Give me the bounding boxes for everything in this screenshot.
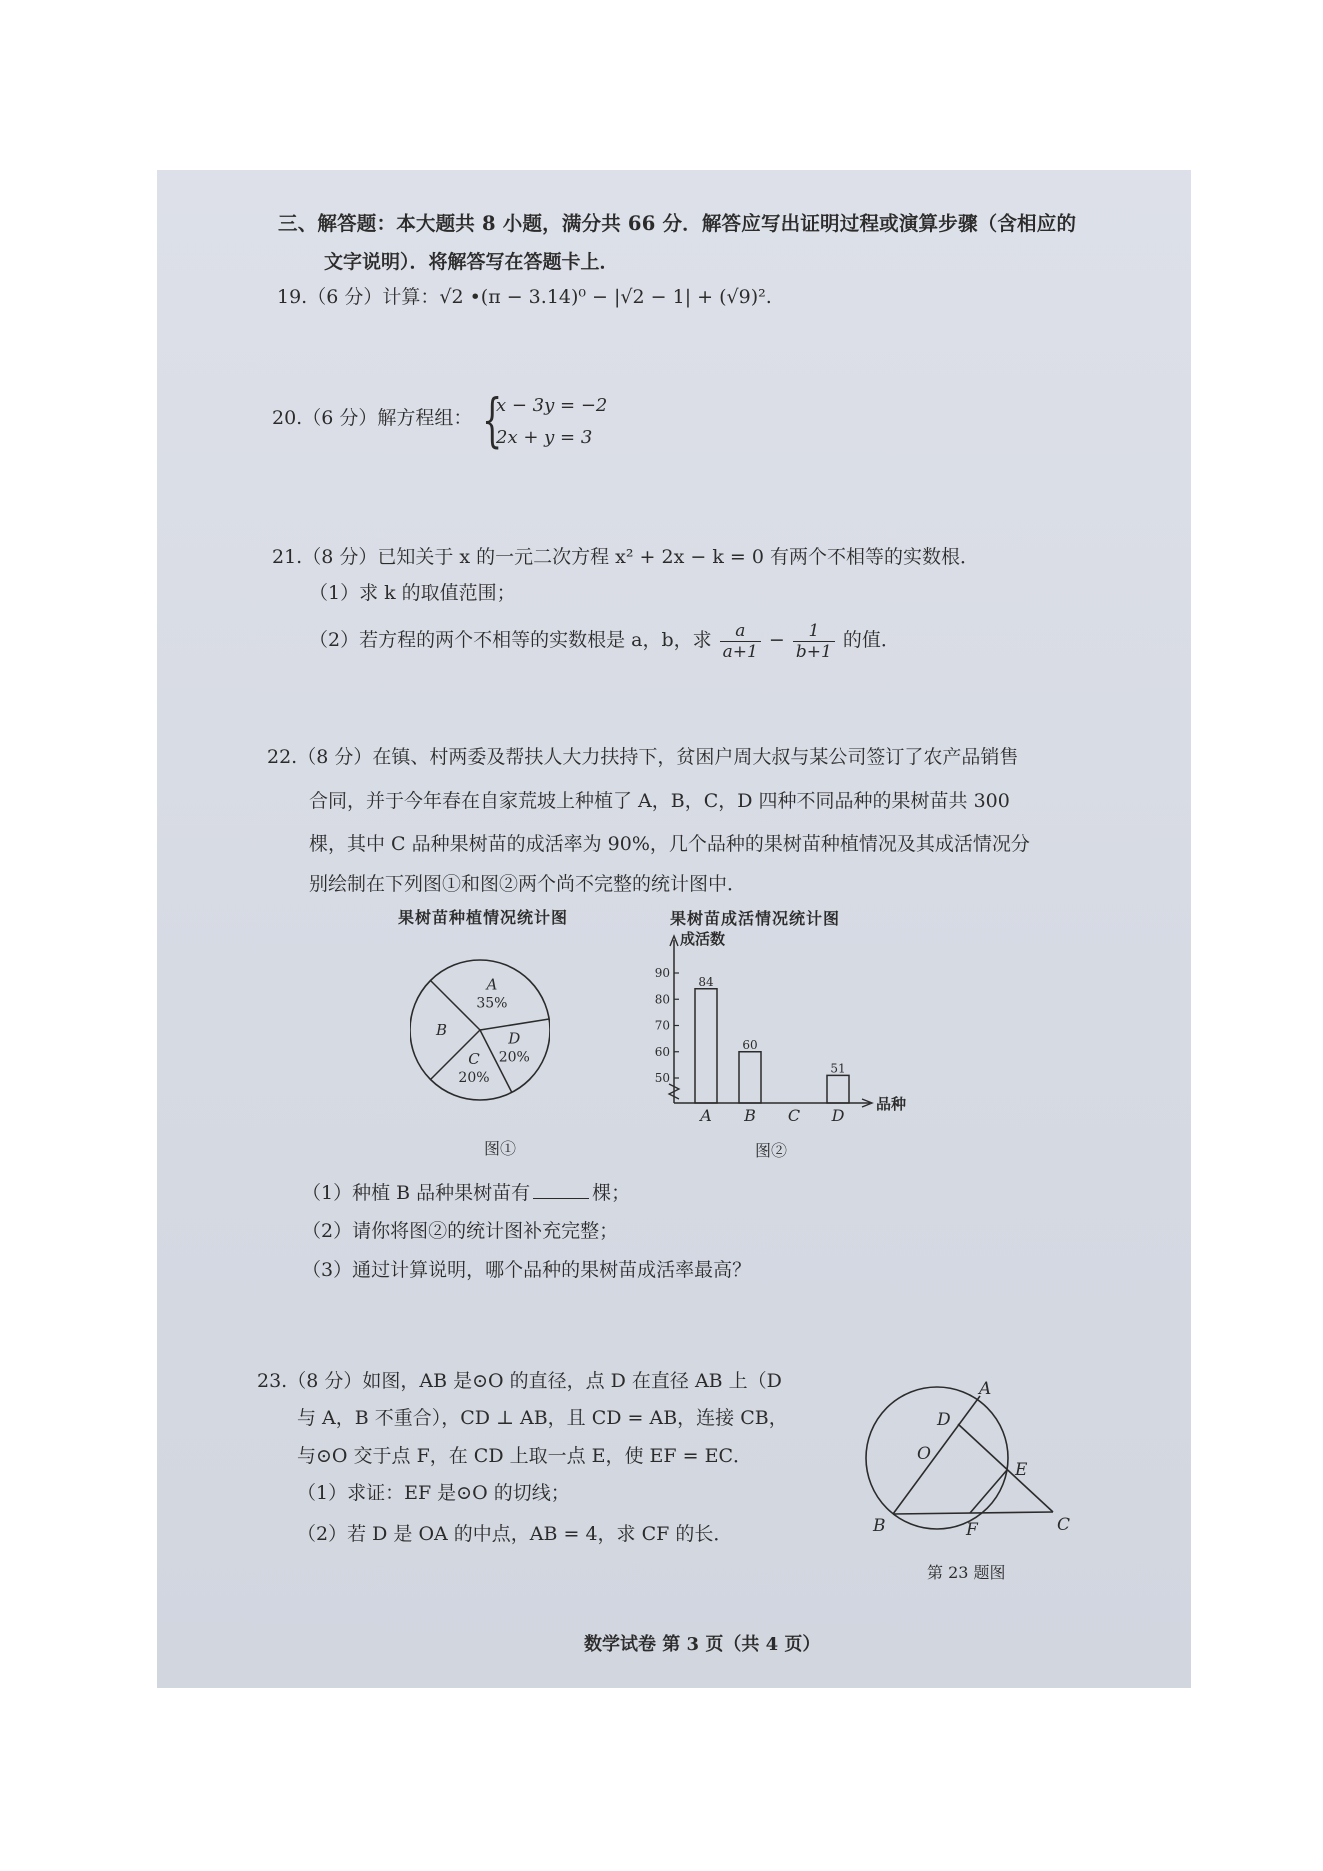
pie-label-d: D: [508, 1029, 521, 1048]
label-f: F: [966, 1520, 978, 1540]
label-a: A: [979, 1380, 992, 1399]
bar-bars: [695, 975, 849, 1103]
x-tick-label-d: D: [831, 1106, 845, 1125]
question-22-line1: 22.（8 分）在镇、村两委及帮扶人大力扶持下，贫困户周大叔与某公司签订了农产品销售: [267, 746, 1019, 768]
bar-x-labels: [698, 1106, 844, 1125]
label-e: E: [1015, 1460, 1028, 1480]
pie-label-b: B: [435, 1021, 448, 1039]
bar-value-d: 51: [830, 1061, 846, 1076]
question-23-line2: 与 A，B 不重合），CD ⊥ AB，且 CD = AB，连接 CB，: [297, 1407, 788, 1429]
pie-value-c: 20%: [458, 1070, 490, 1087]
x-tick-label-c: C: [787, 1106, 801, 1125]
question-22-part3: （3）通过计算说明，哪个品种的果树苗成活率最高？: [302, 1259, 752, 1281]
pie-value-d: 20%: [498, 1049, 530, 1066]
figure-23-caption: 第 23 题图: [927, 1563, 1006, 1582]
section-header-line2: 文字说明）．将解答写在答题卡上．: [324, 251, 619, 273]
x-axis-label: 品种: [876, 1095, 907, 1113]
question-22-part2: （2）请你将图②的统计图补充完整；: [302, 1220, 619, 1242]
question-23-part2: （2）若 D 是 OA 的中点，AB = 4，求 CF 的长．: [297, 1523, 733, 1545]
question-22-line3: 棵，其中 C 品种果树苗的成活率为 90%，几个品种的果树苗种植情况及其成活情况分: [309, 833, 1030, 855]
bar-value-b: 60: [742, 1037, 758, 1052]
bar-chart: [632, 928, 922, 1128]
x-tick-label-a: A: [700, 1106, 712, 1125]
question-20-prefix: 20.（6 分）解方程组：: [272, 407, 473, 429]
question-22-line2: 合同，并于今年春在自家荒坡上种植了 A，B，C，D 四种不同品种的果树苗共 300: [309, 790, 1010, 812]
part1-tail: 棵；: [592, 1182, 631, 1204]
question-19: 19.（6 分）计算：√2 •(π − 3.14)⁰ − |√2 − 1| + (√9)².: [277, 286, 772, 308]
pie-value-a: 35%: [476, 995, 508, 1012]
y-tick-label-50: 50: [654, 1071, 670, 1085]
x-tick-label-b: B: [744, 1106, 756, 1125]
label-d: D: [937, 1410, 951, 1430]
bar-chart-title: 果树苗成活情况统计图: [670, 909, 841, 928]
bar-y-ticks: [655, 966, 679, 1085]
brace-symbol: {: [482, 386, 503, 454]
part2-tail: 的值．: [842, 629, 900, 651]
y-tick-label-80: 80: [654, 992, 670, 1007]
pie-chart: [410, 935, 550, 1125]
question-21-part2: [309, 617, 900, 663]
fraction-a-num: a: [720, 621, 761, 642]
question-21-part1: （1）求 k 的取值范围；: [309, 582, 516, 604]
pie-label-a: A: [486, 975, 498, 994]
pie-label-c: C: [468, 1050, 480, 1069]
question-22-part1: [302, 1180, 630, 1206]
pie-chart-caption: 图①: [484, 1139, 517, 1158]
fraction-b-den: b+1: [795, 641, 832, 662]
y-axis-label: 成活数: [680, 930, 726, 948]
bar-axes: [669, 930, 906, 1113]
line-bc: [893, 1512, 1053, 1514]
question-23-line3: 与⊙O 交于点 F，在 CD 上取一点 E，使 EF = EC．: [297, 1445, 753, 1467]
question-23-part1: （1）求证：EF 是⊙O 的切线；: [297, 1482, 570, 1504]
question-22-line4: 别绘制在下列图①和图②两个尚不完整的统计图中．: [309, 873, 747, 895]
fraction-a: [720, 621, 761, 662]
equation-2: 2x + y = 3: [496, 427, 593, 448]
label-b: B: [873, 1516, 886, 1536]
y-tick-label-60: 60: [654, 1044, 670, 1059]
circle-o: [866, 1387, 1008, 1529]
pie-labels: [435, 975, 530, 1086]
question-21-stem: 21.（8 分）已知关于 x 的一元二次方程 x² + 2x − k = 0 有两个不相等的实数根．: [272, 546, 979, 568]
part1-text: （1）种植 B 品种果树苗有: [302, 1182, 531, 1204]
equation-1: x − 3y = −2: [496, 395, 608, 416]
section-header-line1: 三、解答题：本大题共 8 小题，满分共 66 分．解答应写出证明过程或演算步骤（含相应的: [278, 212, 1077, 235]
label-c: C: [1057, 1515, 1071, 1535]
answer-blank: [533, 1198, 589, 1199]
bar-a: [695, 989, 717, 1103]
geometry-figure: [855, 1380, 1085, 1550]
fraction-b: [793, 621, 835, 662]
bar-d: [827, 1075, 849, 1103]
label-o: O: [917, 1444, 931, 1464]
bar-b: [739, 1052, 761, 1103]
equation-system: [482, 386, 622, 455]
bar-value-a: 84: [698, 974, 714, 989]
minus-sign: −: [768, 629, 785, 651]
pie-chart-title: 果树苗种植情况统计图: [398, 908, 569, 927]
y-tick-label-90: 90: [654, 966, 670, 980]
fraction-a-den: a+1: [722, 641, 758, 662]
pie-divider-d: [480, 1019, 549, 1030]
question-23-line1: 23.（8 分）如图，AB 是⊙O 的直径，点 D 在直径 AB 上（D: [257, 1370, 782, 1392]
part2-text: （2）若方程的两个不相等的实数根是 a，b，求: [309, 629, 712, 651]
fraction-b-num: 1: [793, 621, 835, 642]
bar-chart-caption: 图②: [755, 1141, 788, 1160]
axis-break: [669, 1084, 679, 1099]
y-tick-label-70: 70: [654, 1018, 670, 1033]
page-footer: 数学试卷 第 3 页（共 4 页）: [584, 1634, 821, 1655]
